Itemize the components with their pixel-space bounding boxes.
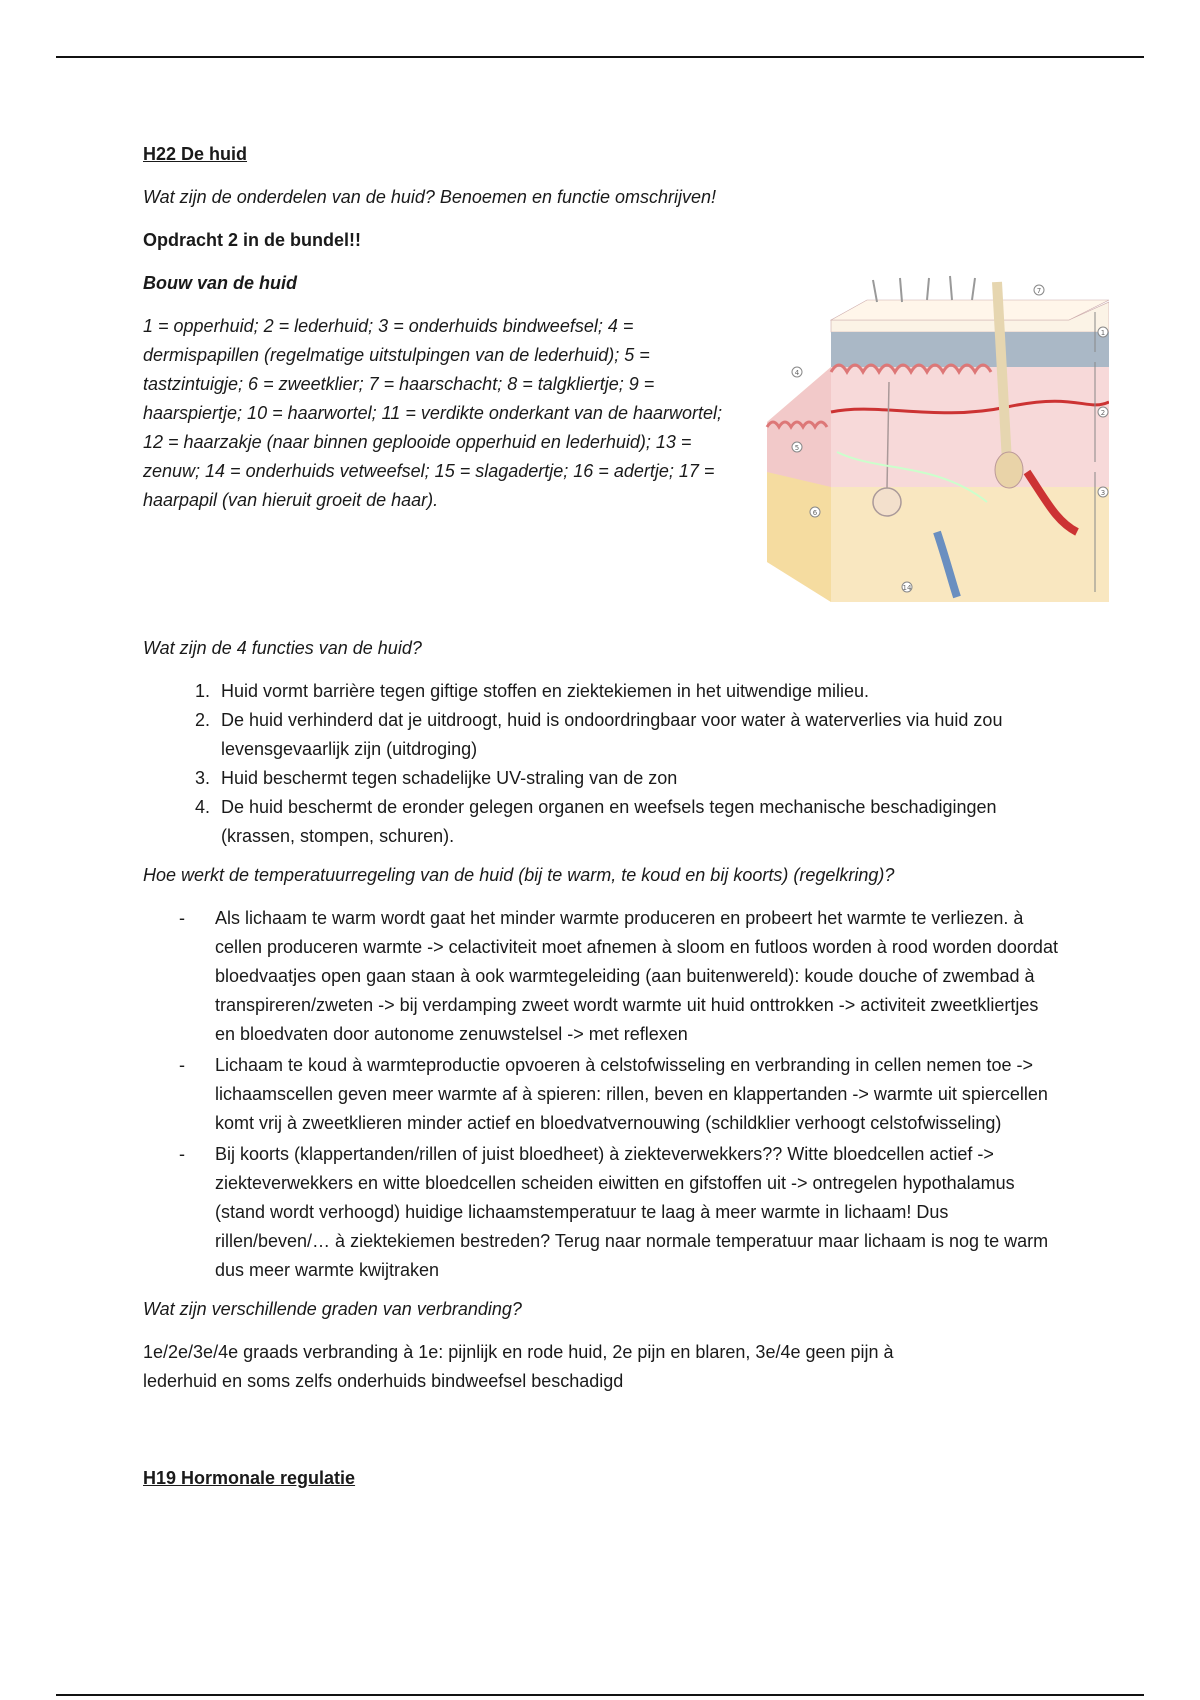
question-temperatuurregeling: Hoe werkt de temperatuurregeling van de huid (bij te warm, te koud en bij koorts) (regelkring)? xyxy=(143,865,895,885)
document-body xyxy=(143,140,1106,1507)
question-onderdelen: Wat zijn de onderdelen van de huid? Benoemen en functie omschrijven! xyxy=(143,187,717,207)
bottom-rule xyxy=(56,1694,1144,1696)
burns-line-1: 1e/2e/3e/4e graads verbranding à 1e: pijnlijk en rode huid, 2e pijn en blaren, 3e/4e geen pijn à xyxy=(143,1342,894,1362)
skin-cross-section-illustration xyxy=(757,272,1109,612)
section-heading-h19: H19 Hormonale regulatie xyxy=(143,1468,356,1488)
list-item: 1. Huid vormt barrière tegen giftige stoffen en ziektekiemen in het uitwendige milieu. xyxy=(215,677,1063,706)
question-verbranding: Wat zijn verschillende graden van verbranding? xyxy=(143,1299,522,1319)
figure-label-1: 1 xyxy=(1100,329,1106,337)
list-item: - Bij koorts (klappertanden/rillen of juist bloedheet) à ziekteverwekkers?? Witte bloedcellen actief -> ziekteverwekkers en witte bloedcellen scheiden eiwitten en gifstoffen uit -> ontregelen hypothalamus (stand wordt verhoogd) huidige lichaamstemperatuur te laag à meer warmte in lichaam! Dus rillen/beven/… à ziektekiemen bestreden? Terug naar normale temperatuur maar lichaam is nog te warm dus meer warmte kwijtraken xyxy=(215,1140,1063,1285)
subheading-bouw: Bouw van de huid xyxy=(143,273,298,293)
temperature-list xyxy=(143,904,1063,1285)
figure-label-6: 6 xyxy=(812,509,818,517)
figure-label-14: 14 xyxy=(902,584,912,592)
list-item: 3. Huid beschermt tegen schadelijke UV-straling van de zon xyxy=(215,764,1063,793)
burns-line-2: lederhuid en soms zelfs onderhuids bindweefsel beschadigd xyxy=(143,1371,624,1391)
list-item: 2. De huid verhinderd dat je uitdroogt, huid is ondoordringbaar voor water à waterverlies via huid zou levensgevaarlijk zijn (uitdroging) xyxy=(215,706,1063,764)
skin-structure-block xyxy=(143,287,1106,602)
figure-label-2: 2 xyxy=(1100,409,1106,417)
figure-label-3: 3 xyxy=(1100,489,1106,497)
list-item: - Lichaam te koud à warmteproductie opvoeren à celstofwisseling en verbranding in cellen nemen toe -> lichaamscellen geven meer warmte af à spieren: rillen, beven en klappertanden -> warmte uit spiercellen komt vrij à zweetklieren minder actief en bloedvatvernouwing (schildklier verhoogt celstofwisseling) xyxy=(215,1051,1063,1138)
figure-label-7: 7 xyxy=(1036,287,1042,295)
question-functies: Wat zijn de 4 functies van de huid? xyxy=(143,638,422,658)
figure-label-4: 4 xyxy=(794,369,800,377)
functions-list xyxy=(143,677,1063,851)
top-rule xyxy=(56,56,1144,58)
list-item: - Als lichaam te warm wordt gaat het minder warmte produceren en probeert het warmte te verliezen. à cellen produceren warmte -> celactiviteit moet afnemen à sloom en futloos worden à rood worden doordat bloedvaatjes open gaan staan à ook warmtegeleiding (aan buitenwereld): koude douche of zwembad à transpireren/zweten -> bij verdamping zweet wordt warmte uit huid onttrokken -> activiteit zweetkliertjes en bloedvaten door autonome zenuwstelsel -> met reflexen xyxy=(215,904,1063,1049)
list-item: 4. De huid beschermt de eronder gelegen organen en weefsels tegen mechanische beschadigingen (krassen, stompen, schuren). xyxy=(215,793,1063,851)
assignment-note: Opdracht 2 in de bundel!! xyxy=(143,230,362,250)
burns-answer xyxy=(143,1338,1063,1396)
section-heading-h22: H22 De huid xyxy=(143,144,248,164)
skin-legend: 1 = opperhuid; 2 = lederhuid; 3 = onderhuids bindweefsel; 4 = dermispapillen (regelmatige uitstulpingen van de lederhuid); 5 = tastzintuigje; 6 = zweetklier; 7 = haarschacht; 8 = talgkliertje; 9 = haarspiertje; 10 = haarwortel; 11 = verdikte onderkant van de haarwortel; 12 = haarzakje (naar binnen geplooide opperhuid en lederhuid); 13 = zenuw; 14 = onderhuids vetweefsel; 15 = slagadertje; 16 = adertje; 17 = haarpapil (van hieruit groeit de haar). xyxy=(143,316,723,510)
figure-label-5: 5 xyxy=(794,444,800,452)
